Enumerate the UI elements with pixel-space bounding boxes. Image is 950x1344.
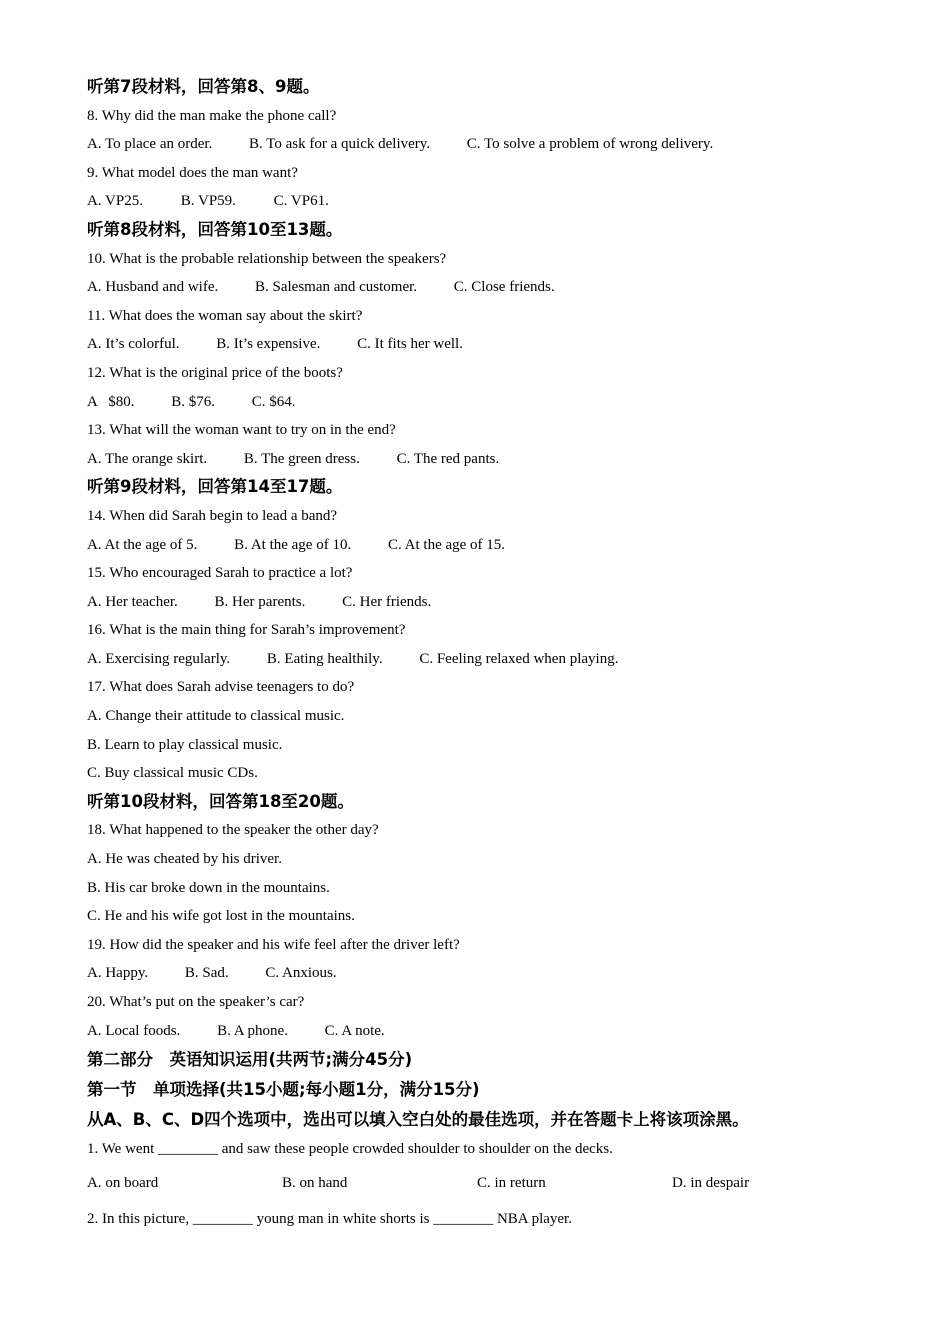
- question: 13. What will the woman want to try on in the end?: [87, 422, 396, 439]
- option: B. The green dress.: [243, 450, 360, 467]
- options-row: [87, 959, 887, 988]
- section-header: 听第10段材料，回答第18至20题。: [87, 791, 354, 811]
- option: A. The orange skirt.: [87, 450, 208, 467]
- options-row: [87, 445, 887, 474]
- options-row: [87, 1017, 887, 1046]
- option: B. Eating healthily.: [266, 650, 383, 667]
- question: 19. How did the speaker and his wife feel after the driver left?: [87, 936, 460, 953]
- option: C. $64.: [251, 393, 296, 410]
- option: C. The red pants.: [396, 450, 500, 467]
- option: A. Exercising regularly.: [87, 650, 231, 667]
- question: 17. What does Sarah advise teenagers to do?: [87, 679, 355, 696]
- option: B. Salesman and customer.: [254, 279, 418, 296]
- option: A. Her teacher.: [87, 593, 178, 610]
- question: 2. In this picture, ________ young man in white shorts is ________ NBA player.: [87, 1210, 572, 1227]
- options-row: [87, 645, 887, 674]
- option: C. VP61.: [273, 193, 329, 210]
- options-row: [87, 273, 887, 302]
- section-header: 听第9段材料，回答第14至17题。: [87, 477, 343, 497]
- question: 18. What happened to the speaker the other day?: [87, 822, 379, 839]
- options-row: [87, 130, 887, 159]
- option: D. in despair: [672, 1174, 750, 1191]
- option: B. To ask for a quick delivery.: [249, 136, 431, 153]
- option: A. Change their attitude to classical music.: [87, 708, 345, 725]
- option: A. on board: [87, 1174, 159, 1191]
- option: C. Feeling relaxed when playing.: [419, 650, 619, 667]
- option: C. At the age of 15.: [387, 536, 506, 553]
- option: B. on hand: [282, 1174, 348, 1191]
- option: B. Sad.: [184, 965, 229, 982]
- option: A. Happy.: [87, 965, 149, 982]
- question: 9. What model does the man want?: [87, 164, 298, 181]
- option: A. To place an order.: [87, 136, 213, 153]
- question: 16. What is the main thing for Sarah’s improvement?: [87, 622, 406, 639]
- question: 14. When did Sarah begin to lead a band?: [87, 507, 338, 524]
- option: C. He and his wife got lost in the mountains.: [87, 908, 355, 925]
- section-header: 听第7段材料，回答第8、9题。: [87, 77, 320, 96]
- options-row: [87, 388, 887, 417]
- option: C. Anxious.: [265, 965, 337, 982]
- option: B. Her parents.: [214, 593, 306, 610]
- question: 15. Who encouraged Sarah to practice a lot?: [87, 565, 353, 582]
- options-row: [87, 588, 887, 617]
- question: 12. What is the original price of the boots?: [87, 364, 343, 381]
- option: C. in return: [477, 1174, 546, 1191]
- options-row: [87, 330, 887, 359]
- options-row: [87, 1166, 887, 1200]
- option: B. A phone.: [217, 1022, 288, 1039]
- instruction: 从A、B、C、D四个选项中，选出可以填入空白处的最佳选项，并在答题卡上将该项涂黑。: [87, 1110, 749, 1130]
- option: C. It fits her well.: [357, 336, 463, 353]
- option: A. It’s colorful.: [87, 336, 180, 353]
- option: B. It’s expensive.: [216, 336, 321, 353]
- part-title: 第二部分 英语知识运用(共两节;满分45分): [87, 1050, 413, 1070]
- exam-page: [87, 73, 887, 1238]
- option: C. Buy classical music CDs.: [87, 765, 258, 782]
- option: A. He was cheated by his driver.: [87, 851, 282, 868]
- option: A. Husband and wife.: [87, 279, 219, 296]
- section-title: 第一节 单项选择(共15小题;每小题1分，满分15分): [87, 1080, 480, 1100]
- question: 1. We went ________ and saw these people crowded shoulder to shoulder on the decks.: [87, 1141, 613, 1158]
- option: A $80.: [87, 393, 135, 410]
- option: B. At the age of 10.: [234, 536, 352, 553]
- question: 10. What is the probable relationship between the speakers?: [87, 250, 447, 267]
- option: B. $76.: [171, 393, 216, 410]
- options-row: [87, 187, 887, 216]
- option: C. Close friends.: [453, 279, 555, 296]
- option: B. His car broke down in the mountains.: [87, 879, 330, 896]
- option: C. Her friends.: [342, 593, 432, 610]
- option: B. VP59.: [180, 193, 236, 210]
- option: A. Local foods.: [87, 1022, 181, 1039]
- section-header: 听第8段材料，回答第10至13题。: [87, 219, 343, 239]
- question: 11. What does the woman say about the skirt?: [87, 307, 363, 324]
- option: B. Learn to play classical music.: [87, 736, 283, 753]
- question: 8. Why did the man make the phone call?: [87, 107, 337, 124]
- options-row: [87, 531, 887, 560]
- question: 20. What’s put on the speaker’s car?: [87, 994, 305, 1010]
- option: C. To solve a problem of wrong delivery.: [466, 136, 714, 153]
- option: A. VP25.: [87, 193, 143, 210]
- option: C. A note.: [324, 1022, 385, 1039]
- option: A. At the age of 5.: [87, 536, 198, 553]
